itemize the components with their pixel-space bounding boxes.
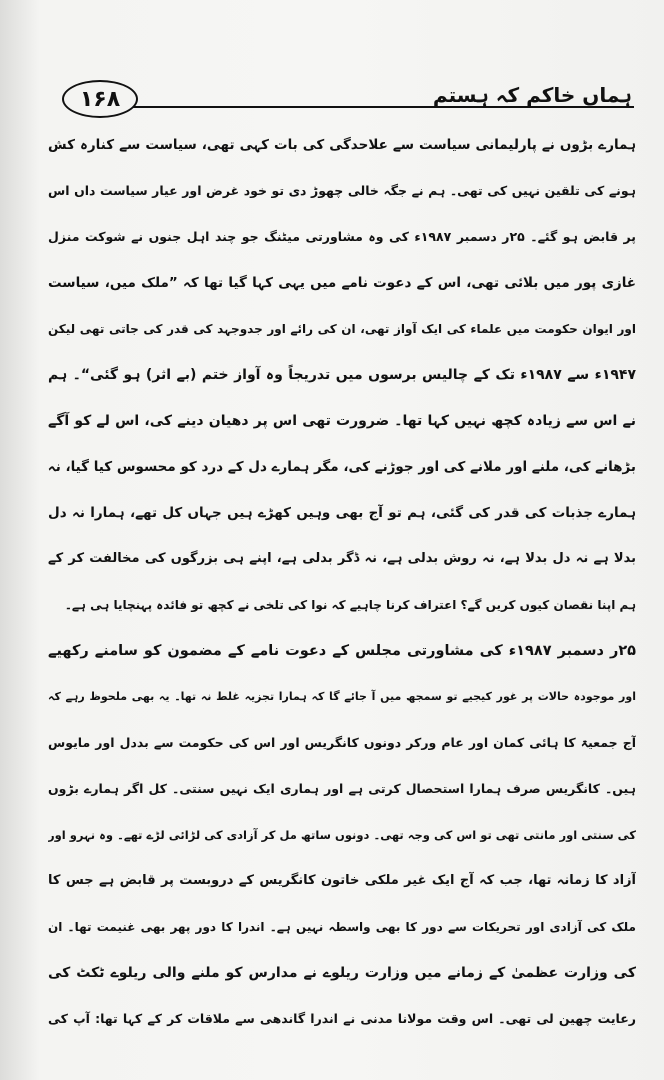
text-line: کی سنتی اور مانتی تھی تو اس کی وجہ تھی۔ دونوں ساتھ مل کر آزادی کی لڑائی لڑے تھے۔ وہ نہرو اور xyxy=(48,828,636,842)
text-line: بدلا ہے نہ دل بدلا ہے، نہ روش بدلی ہے، نہ ڈگر بدلی ہے، اپنے ہی بزرگوں کی مخالفت کر کے xyxy=(48,551,636,566)
page-number: ۱۶۸ xyxy=(62,80,138,118)
text-line: اور ایوان حکومت میں علماء کی ایک آواز تھی، ان کی رائے اور جدوجہد کی قدر کی جاتی تھی لیکن xyxy=(48,322,636,336)
text-line: ہیں۔ کانگریس صرف ہمارا استحصال کرتی ہے اور ہماری ایک نہیں سنتی۔ کل اگر ہمارے بڑوں xyxy=(48,781,636,796)
text-line: ہمارے بڑوں نے پارلیمانی سیاست سے علاحدگی کی بات کہی تھی، سیاست سے کنارہ کش xyxy=(48,137,636,153)
text-line: ملک کی آزادی اور تحریکات سے دور کا بھی واسطہ نہیں ہے۔ اندرا کا دور پھر بھی غنیمت تھا۔ ان xyxy=(48,920,636,934)
text-line: ۱۹۴۷ء سے ۱۹۸۷ء تک کے چالیس برسوں میں تدریجاً وہ آواز ختم (بے اثر) ہو گئی“۔ ہم xyxy=(48,367,636,383)
text-line: آزاد کا زمانہ تھا، جب کہ آج ایک غیر ملکی خاتون کانگریس کے دروبست پر قابض ہے جس کا xyxy=(48,873,636,888)
text-line: پر قابض ہو گئے۔ ۲۵ر دسمبر ۱۹۸۷ء کی وہ مشاورتی میٹنگ جو چند اہل جنوں نے شوکت منزل xyxy=(48,229,636,244)
text-line: ہمارے جذبات کی قدر کی گئی، ہم تو آج بھی وہیں کھڑے ہیں جہاں کل تھے، ہمارا نہ دل xyxy=(48,505,636,521)
text-line: رعایت چھین لی تھی۔ اس وقت مولانا مدنی نے اندرا گاندھی سے ملاقات کر کے کہا تھا: آپ کی xyxy=(48,1011,636,1026)
text-line: کی وزارت عظمیٰ کے زمانے میں وزارت ریلوے نے مدارس کو ملنے والی ریلوے ٹکٹ کی xyxy=(48,965,636,981)
text-line: نے اس سے زیادہ کچھ نہیں کہا تھا۔ ضرورت تھی اس پر دھیان دینے کی، اس لے کو آگے xyxy=(48,413,636,429)
text-line: ہونے کی تلقین نہیں کی تھی۔ ہم نے جگہ خالی چھوڑ دی تو خود غرض اور عیار سیاست داں اس xyxy=(48,183,636,198)
text-line: اور موجودہ حالات پر غور کیجیے تو سمجھ میں آ جائے گا کہ ہمارا تجزیہ غلط نہ تھا۔ یہ بھی ملحوظ رہے کہ xyxy=(48,690,636,703)
text-line: آج جمعیۃ کا ہائی کمان اور عام ورکر دونوں کانگریس اور اس کی حکومت سے بددل اور مایوس xyxy=(48,735,636,750)
text-line: ہم اپنا نقصان کیوں کریں گے؟ اعتراف کرنا چاہیے کہ نوا کی تلخی نے کچھ تو فائدہ پہنچایا ہی ہے۔ xyxy=(64,598,636,612)
text-line: غازی پور میں بلائی تھی، اس کے دعوت نامے میں یہی کہا گیا تھا کہ ”ملک میں، سیاست xyxy=(48,275,636,291)
text-line: بڑھانے کی، ملنے اور ملانے کی اور جوڑنے کی، مگر ہمارے دل کے درد کو محسوس کیا گیا، نہ xyxy=(48,459,636,475)
body-text xyxy=(48,122,636,1042)
text-line: ۲۵ر دسمبر ۱۹۸۷ء کی مشاورتی مجلس کے دعوت نامے کے مضمون کو سامنے رکھیے xyxy=(48,643,636,659)
running-title: ہماں خاکم کہ ہستم xyxy=(432,83,632,107)
